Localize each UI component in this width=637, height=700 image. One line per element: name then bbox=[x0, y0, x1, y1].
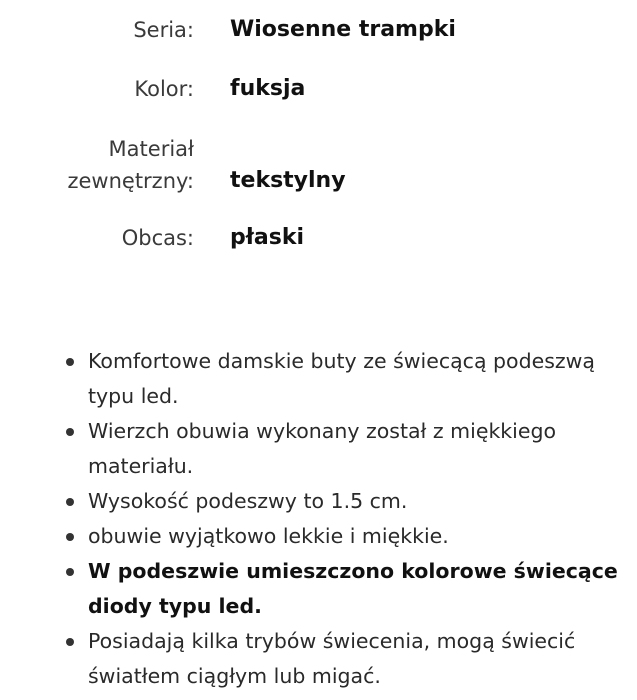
product-description-list bbox=[0, 344, 637, 694]
bullet-icon bbox=[66, 568, 74, 576]
list-item-text: Posiadają kilka trybów świecenia, mogą świecić światłem ciągłym lub migać. bbox=[88, 629, 576, 688]
list-item-text: Komfortowe damskie buty ze świecącą podeszwą typu led. bbox=[88, 349, 595, 408]
list-item-text: W podeszwie umieszczono kolorowe świecące diody typu led. bbox=[88, 559, 618, 618]
list-item bbox=[0, 414, 637, 484]
list-item bbox=[0, 624, 637, 694]
spec-value-series: Wiosenne trampki bbox=[230, 17, 456, 42]
list-item bbox=[0, 344, 637, 414]
list-item-text: Wysokość podeszwy to 1.5 cm. bbox=[88, 489, 408, 513]
spec-value-material: tekstylny bbox=[230, 168, 346, 193]
list-item bbox=[0, 519, 637, 554]
bullet-icon bbox=[66, 358, 74, 366]
spec-value-heel: płaski bbox=[230, 225, 305, 250]
bullet-icon bbox=[66, 498, 74, 506]
spec-label-color: Kolor: bbox=[134, 77, 194, 101]
spec-label-heel: Obcas: bbox=[121, 226, 194, 250]
bullet-icon bbox=[66, 428, 74, 436]
list-item-text: obuwie wyjątkowo lekkie i miękkie. bbox=[88, 524, 449, 548]
spec-label-material-line2: zewnętrzny: bbox=[67, 169, 194, 193]
spec-value-color: fuksja bbox=[230, 76, 306, 101]
bullet-icon bbox=[66, 638, 74, 646]
list-item-highlight bbox=[0, 554, 637, 624]
spec-label-material-line1: Materiał bbox=[108, 137, 194, 161]
list-item-text: Wierzch obuwia wykonany został z miękkiego materiału. bbox=[88, 419, 557, 478]
bullet-icon bbox=[66, 533, 74, 541]
list-item bbox=[0, 484, 637, 519]
spec-label-series: Seria: bbox=[133, 18, 194, 42]
